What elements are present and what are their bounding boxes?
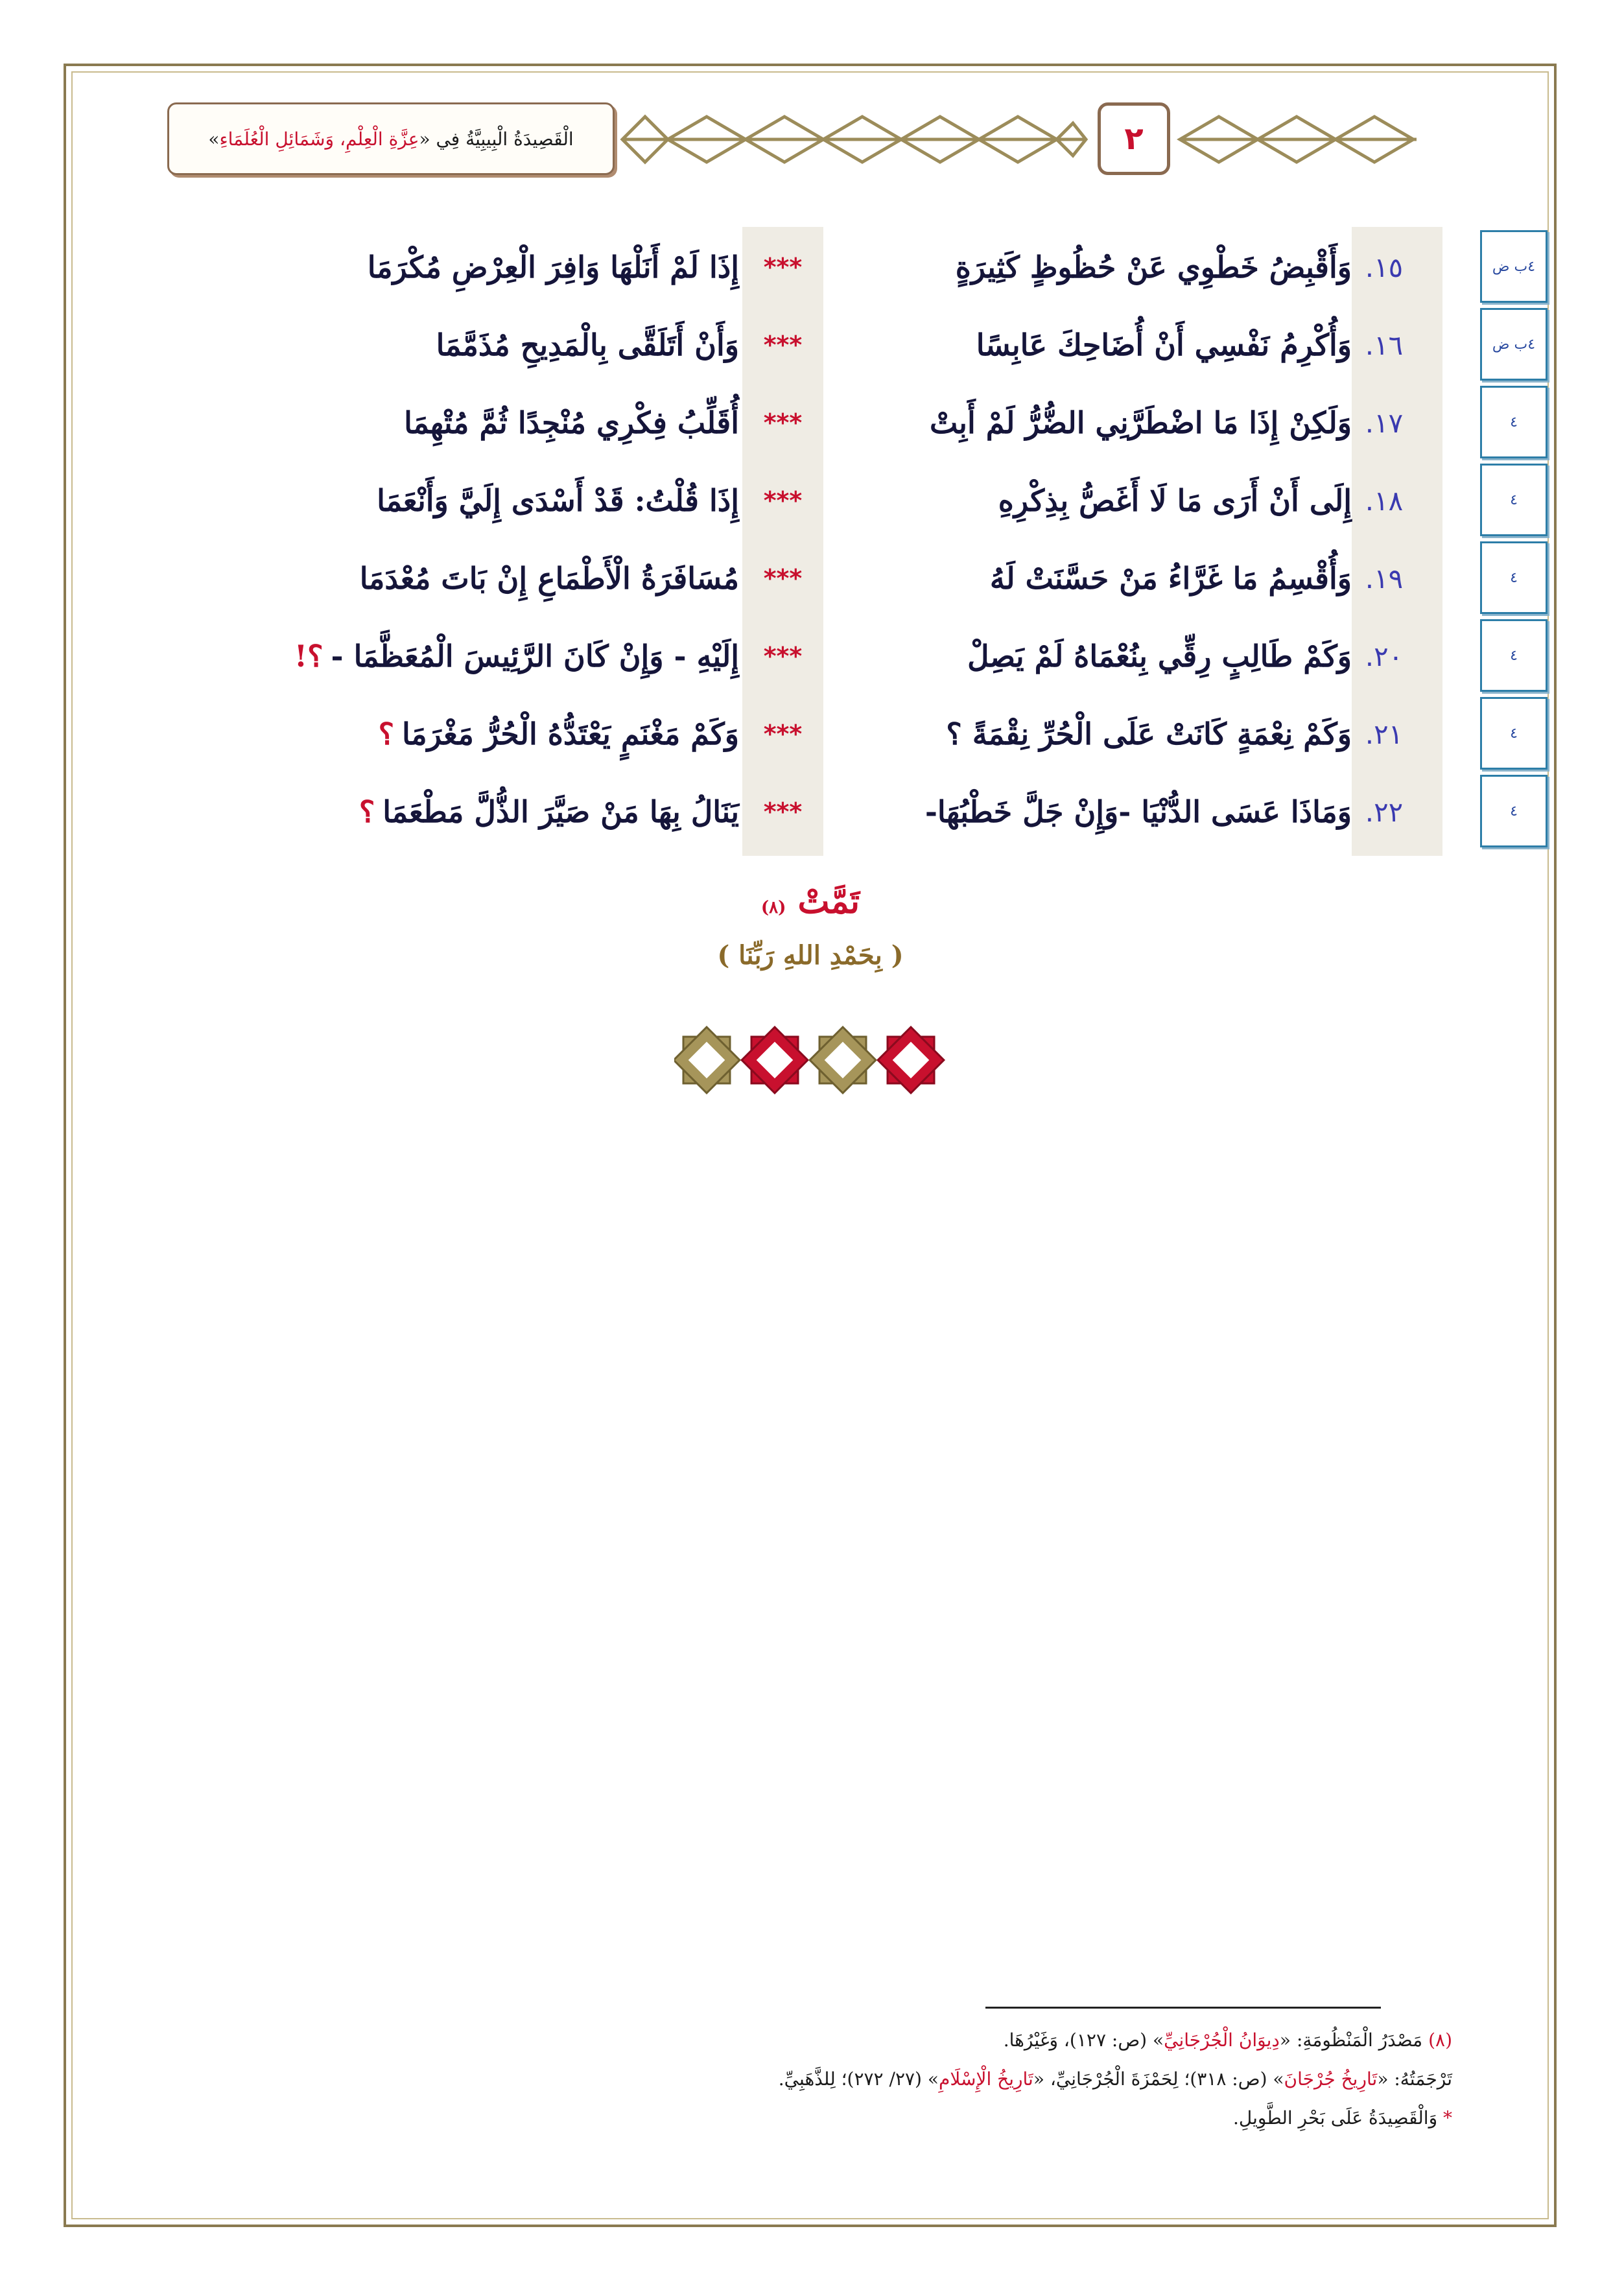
verse-second-half [188,306,739,384]
verse-separator: *** [763,564,803,593]
page-number: ٢ [1124,121,1144,157]
verse-number: ٢٠. [1365,640,1404,672]
hamd-line: ( بِحَمْدِ اللهِ رَبِّنَا ) [717,940,904,971]
star-olive-icon [674,1027,740,1093]
footnote-3-star: * [1443,2107,1452,2129]
verse-second-text: أُقَلِّبُ فِكْرِي مُنْجِدًا ثُمَّ مُتْهِمَا [404,405,739,440]
verse-first-half: وَأَقْبِضُ خَطْوِي عَنْ حُظُوظٍ كَثِيرَةٍ [955,250,1352,285]
verse-row [0,539,1624,617]
verse-first-half: وَكَمْ طَالِبٍ رِقِّي بِنُعْمَاهُ لَمْ يَصِلْ [967,639,1352,674]
side-tab[interactable]: ٤ [1480,775,1548,847]
footnote-2-red-1: تَارِيخُ جُرْجَانَ [1284,2068,1378,2090]
verse-first-half: وَلَكِنْ إِذَا مَا اضْطَرَّنِي الضُّرُّ لَمْ أَبِتْ [930,405,1352,440]
verse-first-half: وَأُكْرِمُ نَفْسِي أَنْ أُضَاحِكَ عَابِسًا [976,327,1352,362]
verse-second-half [188,462,739,539]
header-title-red: عِزَّةِ الْعِلْمِ، وَشَمَائِلِ الْعُلَمَاءِ [219,128,419,150]
footnote-3 [519,2107,1452,2129]
tammat-note: (٨) [760,898,786,917]
header-ornament-left-icon [619,107,1089,172]
verse-second-half [188,539,739,617]
footnote-1-text: مَصْدَرُ الْمَنْظُومَةِ: « [1279,2029,1423,2051]
verse-second-half [188,384,739,462]
side-tab[interactable]: ٤ [1480,541,1548,614]
verse-second-half [188,695,739,773]
verse-second-text: يَنَالُ بِهَا مَنْ صَيَّرَ الذُّلَّ مَطْعَمَا [382,794,739,829]
verse-number: ١٧. [1365,407,1404,439]
footnote-2-mid: » (ص: ٣١٨)؛ لِحَمْزَةَ الْجُرْجَانِيِّ، « [1033,2068,1284,2090]
verse-separator: *** [763,253,803,281]
verse-second-half [188,617,739,695]
verse-first-half: إِلَى أَنْ أَرَى مَا لَا أَغَصُّ بِذِكْرِهِ [998,483,1352,518]
verse-separator: *** [763,408,803,437]
star-ornaments-icon [674,1024,947,1096]
side-tab[interactable]: ٤ [1480,697,1548,770]
verse-first-half: وَكَمْ نِعْمَةٍ كَانَتْ عَلَى الْحُرِّ نِقْمَةً ؟ [946,716,1352,751]
footnote-1-tail: » (ص: ١٢٧)، وَغَيْرُهَا. [1003,2029,1164,2051]
verse-second-text: إِلَيْهِ - وَإِنْ كَانَ الرَّئِيسَ الْمُعَظَّمَا - [331,639,739,674]
page-number-box [1098,102,1170,175]
footnote-2 [519,2068,1452,2090]
footnote-1-red: دِيوَانُ الْجُرْجَانِيِّ [1164,2029,1280,2051]
verse-separator: *** [763,486,803,515]
side-tab[interactable]: ٤ [1480,386,1548,458]
verse-second-text: وَأَنْ أَتَلَقَّى بِالْمَدِيحِ مُذَمَّمَا [436,327,739,362]
verse-first-half: وَأُقْسِمُ مَا غَرَّاءُ مَنْ حَسَّنَتْ لَهُ [989,561,1352,596]
tammat-heading [713,882,908,921]
verse-second-half [188,773,739,851]
verse-row [0,695,1624,773]
verse-row [0,384,1624,462]
verse-second-text: مُسَافَرَةُ الْأَطْمَاعِ إِنْ بَاتَ مُعْدَمَا [359,561,739,596]
header-title-suffix: » [208,128,220,150]
verse-second-half [188,228,739,306]
side-tab[interactable]: ٤ب ض [1480,308,1548,381]
star-red-icon [878,1027,944,1093]
footnote-1-label: (٨) [1428,2029,1452,2051]
verse-separator: *** [763,331,803,359]
verse-row [0,617,1624,695]
verse-row [0,462,1624,539]
verse-second-text: وَكَمْ مَغْنَمٍ يَعْتَدُّهُ الْحُرُّ مَغْرَمَا [402,716,739,751]
verse-row [0,773,1624,851]
verse-number: ٢٢. [1365,796,1404,828]
verse-row [0,306,1624,384]
footnote-rule [985,2007,1381,2009]
footnote-2-lead: تَرْجَمَتُهُ: « [1377,2068,1452,2090]
star-olive-icon [810,1027,876,1093]
side-tab[interactable]: ٤ [1480,619,1548,692]
star-red-icon [742,1027,808,1093]
verse-second-text: إِذَا قُلْتُ: قَدْ أَسْدَى إِلَيَّ وَأَنْعَمَا [377,483,739,518]
verse-mark: ؟ [359,794,375,829]
verse-number: ١٩. [1365,562,1404,595]
footnote-2-red-2: تَارِيخُ الْإِسْلَامِ [938,2068,1033,2090]
footnote-3-text: وَالْقَصِيدَةُ عَلَى بَحْرِ الطَّوِيلِ. [1233,2107,1438,2129]
verse-mark: ؟ [378,716,395,751]
header-ornament-right-icon [1177,107,1423,172]
header-title-prefix: الْقَصِيدَةُ الْبِيبِيَّةُ فِي « [419,128,574,150]
verse-separator: *** [763,720,803,748]
footnote-1 [519,2029,1452,2051]
verse-separator: *** [763,797,803,826]
verse-row [0,228,1624,306]
verse-first-half: وَمَاذَا عَسَى الدُّنْيَا -وَإِنْ جَلَّ خَطْبُهَا- [924,794,1352,829]
side-tab[interactable]: ٤ب ض [1480,230,1548,303]
verse-second-text: إِذَا لَمْ أَنَلْهَا وَافِرَ الْعِرْضِ مُكْرَمَا [367,250,739,285]
verse-number: ١٦. [1365,329,1404,361]
header-title-box [167,102,615,175]
verse-number: ١٥. [1365,251,1404,283]
verse-number: ١٨. [1365,484,1404,517]
verse-mark: ؟! [294,639,324,674]
footnote-2-tail: » (٢٧/ ٢٧٢)؛ لِلذَّهَبِيِّ. [778,2068,939,2090]
tammat-text: تَمَّتْ [797,882,860,921]
side-tab[interactable]: ٤ [1480,464,1548,536]
verse-number: ٢١. [1365,718,1404,750]
verse-separator: *** [763,642,803,670]
